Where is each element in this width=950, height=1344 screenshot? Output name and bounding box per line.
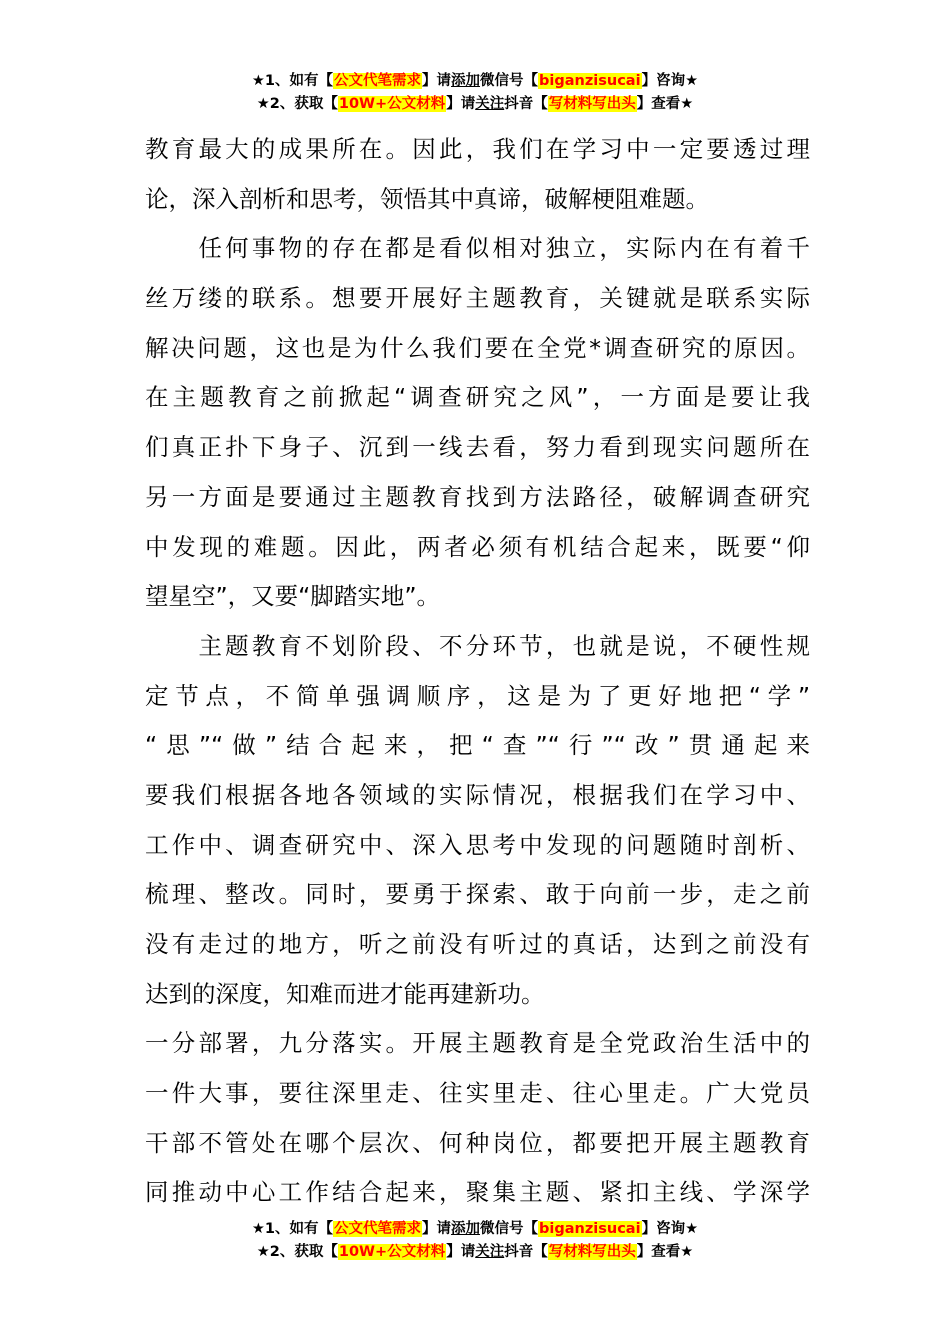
douyin-account-label: 写材料写出头 (548, 1244, 636, 1260)
text-line: 一分部署，九分落实。开展主题教育是全党政治生活中的 (145, 1029, 810, 1058)
banner-text: 】查看 (636, 96, 681, 112)
star-icon: ★ (256, 96, 270, 112)
banner-text: 】咨询 (641, 1221, 686, 1237)
text-line: 丝万缕的联系。想要开展好主题教育，关键就是联系实际 (145, 284, 810, 313)
text-line: 达到的深度，知难而进才能再建新功。 (145, 979, 545, 1008)
wechat-id-label: biganzisucai (539, 73, 641, 89)
banner-text: 微信号【 (480, 73, 539, 89)
text-line: 中发现的难题。因此，两者必须有机结合起来，既要“仰 (145, 532, 810, 561)
douyin-account-label: 写材料写出头 (548, 96, 636, 112)
banner-text: 】请 (422, 73, 452, 89)
footer-banner (0, 1218, 950, 1264)
star-icon: ★ (680, 1244, 694, 1260)
banner-text: 2、获取【 (269, 1244, 338, 1260)
highlight-label: 公文代笔需求 (334, 1221, 422, 1237)
star-icon: ★ (256, 1244, 270, 1260)
star-icon: ★ (251, 73, 265, 89)
banner-underlined-text: 添加 (451, 73, 481, 89)
banner-text: 2、获取【 (269, 96, 338, 112)
banner-underlined-text: 关注 (475, 96, 505, 112)
star-icon: ★ (685, 1221, 699, 1237)
banner-text: 1、如有【 (264, 1221, 334, 1237)
star-icon: ★ (685, 73, 699, 89)
text-line: 同推动中心工作结合起来，聚集主题、紧扣主线、学深学 (145, 1178, 810, 1207)
star-icon: ★ (680, 96, 694, 112)
banner-line-2 (0, 93, 950, 116)
header-banner (0, 70, 950, 116)
text-line: 在主题教育之前掀起“调查研究之风”，一方面是要让我 (145, 383, 810, 412)
banner-text: 1、如有【 (264, 73, 334, 89)
highlight-label: 10W+公文材料 (338, 96, 446, 112)
text-line: 梳理、整改。同时，要勇于探索、敢于向前一步，走之前 (145, 880, 810, 909)
text-line: 望星空”，又要“脚踏实地”。 (145, 582, 441, 611)
text-line: 主题教育不划阶段、不分环节，也就是说，不硬性规 (145, 631, 810, 660)
banner-underlined-text: 关注 (475, 1244, 505, 1260)
text-line: 定节点，不简单强调顺序，这是为了更好地把“学” (145, 681, 810, 710)
banner-text: 】咨询 (641, 73, 686, 89)
banner-line-1 (0, 1218, 950, 1241)
banner-text: 】请 (446, 1244, 476, 1260)
text-line: 一件大事，要往深里走、往实里走、往心里走。广大党员 (145, 1079, 810, 1108)
banner-text: 抖音【 (504, 1244, 548, 1260)
text-line: 们真正扑下身子、沉到一线去看，努力看到现实问题所在 (145, 433, 810, 462)
text-line: 要我们根据各地各领域的实际情况，根据我们在学习中、 (145, 780, 810, 809)
wechat-id-label: biganzisucai (539, 1221, 641, 1237)
text-line: “思”“做”结合起来，把“查”“行”“改”贯通起来 (145, 731, 810, 760)
document-body (145, 125, 810, 1218)
highlight-label: 10W+公文材料 (338, 1244, 446, 1260)
star-icon: ★ (251, 1221, 265, 1237)
banner-text: 】请 (446, 96, 476, 112)
banner-text: 】请 (422, 1221, 452, 1237)
text-line: 教育最大的成果所在。因此，我们在学习中一定要透过理 (145, 135, 810, 163)
highlight-label: 公文代笔需求 (334, 73, 422, 89)
text-line: 任何事物的存在都是看似相对独立，实际内在有着千 (145, 234, 810, 263)
text-line: 干部不管处在哪个层次、何种岗位，都要把开展主题教育 (145, 1128, 810, 1157)
text-line: 论，深入剖析和思考，领悟其中真谛，破解梗阻难题。 (145, 184, 709, 213)
banner-text: 】查看 (636, 1244, 681, 1260)
text-line: 工作中、调查研究中、深入思考中发现的问题随时剖析、 (145, 830, 810, 859)
banner-line-1 (0, 70, 950, 93)
banner-underlined-text: 添加 (451, 1221, 481, 1237)
banner-text: 抖音【 (504, 96, 548, 112)
banner-text: 微信号【 (480, 1221, 539, 1237)
text-line: 另一方面是要通过主题教育找到方法路径，破解调查研究 (145, 482, 810, 511)
text-line: 没有走过的地方，听之前没有听过的真话，达到之前没有 (145, 930, 810, 958)
text-line: 解决问题，这也是为什么我们要在全党*调查研究的原因。 (145, 333, 810, 362)
banner-line-2 (0, 1241, 950, 1264)
